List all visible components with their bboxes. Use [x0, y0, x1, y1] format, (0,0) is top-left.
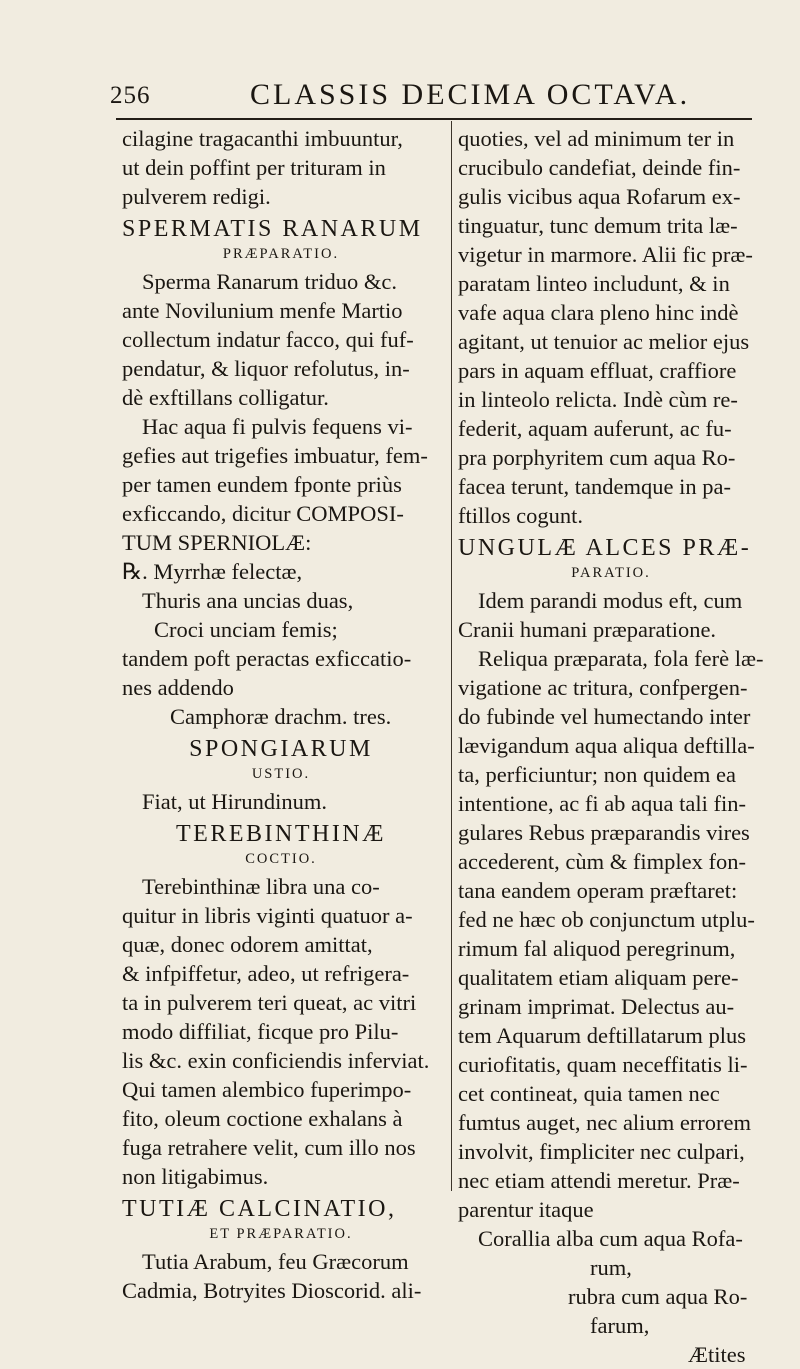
text-line: lis &c. exin conficiendis inferviat.: [122, 1048, 430, 1073]
text-line: tinguatur, tunc demum trita læ-: [458, 213, 738, 238]
text-line: fumtus auget, nec alium errorem: [458, 1110, 752, 1135]
text-line: accederent, cùm & fimplex fon-: [458, 849, 746, 874]
recipe-line: Croci unciam femis;: [154, 617, 338, 642]
text-line: modo diffiliat, ficque pro Pilu-: [122, 1019, 399, 1044]
text-line: grinam imprimat. Delectus au-: [458, 994, 735, 1019]
text-line: pendatur, & liquor refolutus, in-: [122, 356, 410, 381]
text-line: pra porphyritem cum aqua Ro-: [458, 445, 736, 470]
text-line: Hac aqua fi pulvis fequens vi-: [142, 414, 413, 439]
recipe-line: Thuris ana uncias duas,: [142, 588, 354, 613]
text-line: tandem poft peractas exficcatio-: [122, 646, 412, 671]
text-line: qualitatem etiam aliquam pere-: [458, 965, 739, 990]
section-heading: UNGULÆ ALCES PRÆ-: [458, 535, 752, 561]
text-line: quitur in libris viginti quatuor a-: [122, 903, 413, 928]
recipe-line: farum,: [590, 1313, 650, 1338]
recipe-line: rubra cum aqua Ro-: [568, 1284, 748, 1309]
text-line: rimum fal aliquod peregrinum,: [458, 936, 736, 961]
text-line: Cranii humani præparatione.: [458, 617, 717, 642]
page-number: 256: [110, 82, 151, 109]
text-line: cilagine tragacanthi imbuuntur,: [122, 126, 403, 151]
section-heading: SPERMATIS RANARUM: [122, 216, 423, 242]
text-line: agitant, ut tenuior ac melior ejus: [458, 329, 750, 354]
text-line: pulverem redigi.: [122, 184, 271, 209]
text-line: vigetur in marmore. Alii fic præ-: [458, 242, 753, 267]
text-line: nes addendo: [122, 675, 234, 700]
text-line: fuga retrahere velit, cum illo nos: [122, 1135, 416, 1160]
text-line: quoties, vel ad minimum ter in: [458, 126, 735, 151]
section-subheading: ET PRÆPARATIO.: [209, 1226, 353, 1242]
text-line: non litigabimus.: [122, 1164, 269, 1189]
text-line: gulares Rebus præparandis vires: [458, 820, 750, 845]
text-line: tem Aquarum deftillatarum plus: [458, 1023, 747, 1048]
text-line: ut dein poffint per trituram in: [122, 155, 386, 180]
text-line: & infpiffetur, adeo, ut refrigera-: [122, 961, 410, 986]
text-line: crucibulo candefiat, deinde fin-: [458, 155, 741, 180]
catchword: Ætites: [688, 1342, 746, 1367]
right-column: [458, 124, 764, 1369]
text-line: ta, perficiuntur; non quidem ea: [458, 762, 737, 787]
header-rule: [116, 118, 752, 120]
text-line: gulis vicibus aqua Rofarum ex-: [458, 184, 741, 209]
text-line: ftillos cogunt.: [458, 503, 583, 528]
text-line: fed ne hæc ob conjunctum utplu-: [458, 907, 755, 932]
text-line: curiofitatis, quam neceffitatis li-: [458, 1052, 748, 1077]
text-line: lævigandum aqua aliqua deftilla-: [458, 733, 755, 758]
text-line: Terebinthinæ libra una co-: [142, 874, 380, 899]
recipe-line: rum,: [590, 1255, 632, 1280]
text-line: fito, oleum coctione exhalans à: [122, 1106, 403, 1131]
text-line: Idem parandi modus eft, cum: [478, 588, 743, 613]
text-line: parentur itaque: [458, 1197, 594, 1222]
text-line: vafe aqua clara pleno hinc indè: [458, 300, 739, 325]
text-line: ta in pulverem teri queat, ac vitri: [122, 990, 417, 1015]
text-line: Tutia Arabum, feu Græcorum: [142, 1249, 409, 1274]
text-line: in linteolo relicta. Indè cùm re-: [458, 387, 738, 412]
running-title: CLASSIS DECIMA OCTAVA.: [250, 78, 691, 111]
text-line: paratam linteo includunt, & in: [458, 271, 730, 296]
text-line: federit, aquam auferunt, ac fu-: [458, 416, 732, 441]
section-heading: SPONGIARUM: [189, 736, 373, 762]
text-line: Qui tamen alembico fuperimpo-: [122, 1077, 412, 1102]
text-line: Reliqua præparata, fola ferè læ-: [478, 646, 764, 671]
recipe-line: Corallia alba cum aqua Rofa-: [478, 1226, 743, 1251]
recipe-line: Camphoræ drachm. tres.: [170, 704, 392, 729]
text-line: gefies aut trigefies imbuatur, fem-: [122, 443, 428, 468]
section-heading: TUTIÆ CALCINATIO,: [122, 1196, 397, 1222]
text-line: Cadmia, Botryites Dioscorid. ali-: [122, 1278, 422, 1303]
section-subheading: PRÆPARATIO.: [222, 246, 340, 262]
text-line: Sperma Ranarum triduo &c.: [142, 269, 397, 294]
text-line: TUM SPERNIOLÆ:: [122, 530, 312, 555]
recipe-line: ℞. Myrrhæ felectæ,: [122, 559, 303, 584]
text-line: dè exftillans colligatur.: [122, 385, 329, 410]
text-line: per tamen eundem fponte priùs: [122, 472, 402, 497]
section-subheading: COCTIO.: [245, 851, 317, 867]
section-subheading: USTIO.: [251, 766, 311, 782]
section-subheading: PARATIO.: [571, 565, 651, 581]
text-line: collectum indatur facco, qui fuf-: [122, 327, 414, 352]
column-divider: [451, 121, 452, 1191]
text-line: nec etiam attendi meretur. Præ-: [458, 1168, 740, 1193]
text-line: ante Novilunium menfe Martio: [122, 298, 403, 323]
text-line: facea terunt, tandemque in pa-: [458, 474, 731, 499]
text-line: cet contineat, quia tamen nec: [458, 1081, 720, 1106]
text-line: pars in aquam effluat, craffiore: [458, 358, 737, 383]
section-heading: TEREBINTHINÆ: [176, 821, 386, 847]
text-line: exficcando, dicitur COMPOSI-: [122, 501, 404, 526]
text-line: quæ, donec odorem amittat,: [122, 932, 373, 957]
left-column: [122, 124, 440, 1305]
text-line: Fiat, ut Hirundinum.: [142, 789, 327, 814]
text-line: vigatione ac tritura, confpergen-: [458, 675, 748, 700]
text-line: intentione, ac fi ab aqua tali fin-: [458, 791, 747, 816]
text-line: tana eandem operam præftaret:: [458, 878, 738, 903]
text-line: do fubinde vel humectando inter: [458, 704, 751, 729]
text-line: involvit, fimpliciter nec culpari,: [458, 1139, 745, 1164]
